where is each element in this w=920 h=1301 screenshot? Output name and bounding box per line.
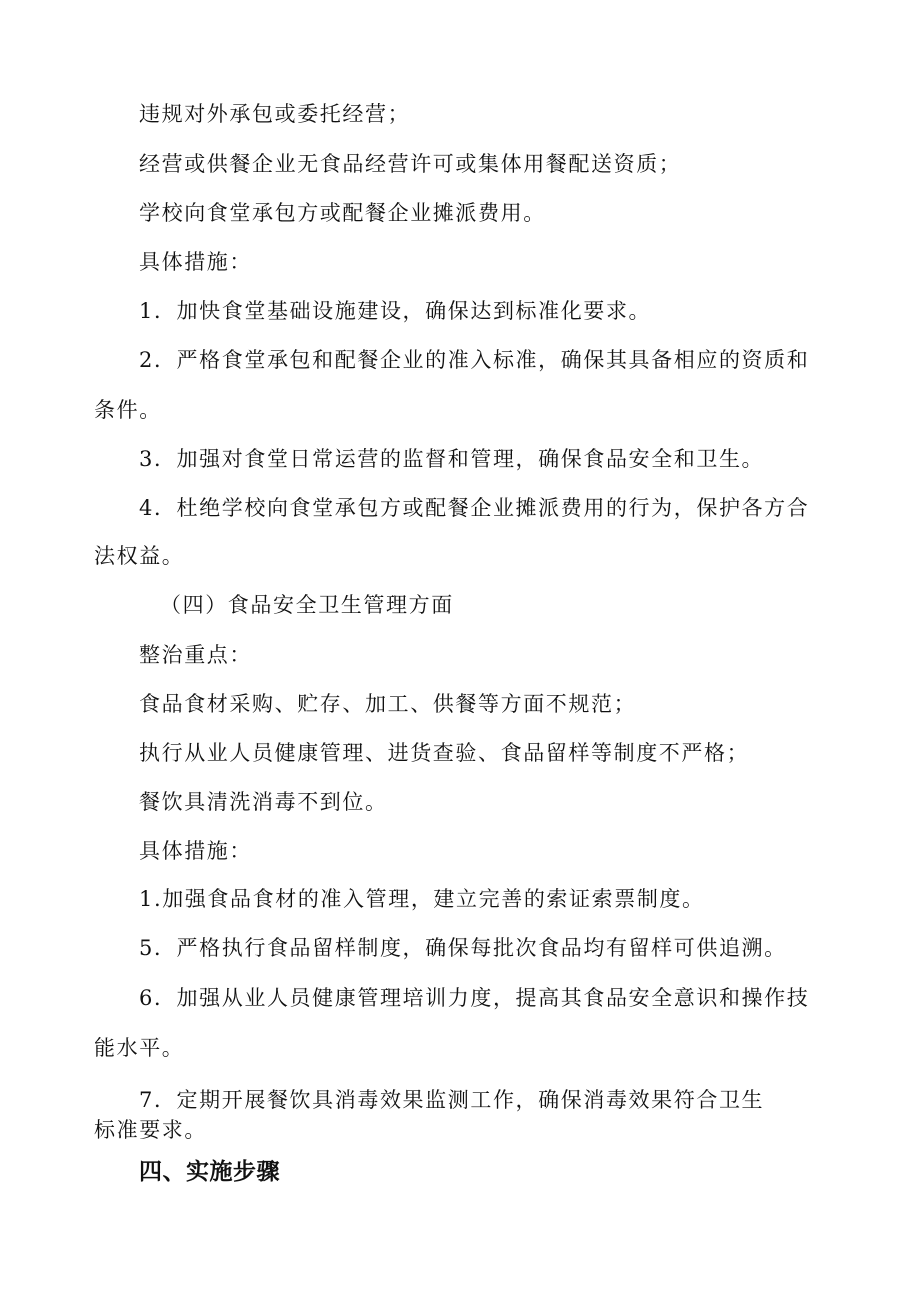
text-line: 具体措施： xyxy=(139,250,252,274)
text-line: 能水平。 xyxy=(94,1036,185,1060)
section-heading: 四、实施步骤 xyxy=(139,1159,280,1185)
list-item: 1.加强食品食材的准入管理，建立完善的索证索票制度。 xyxy=(139,887,705,911)
text-line: 经营或供餐企业无食品经营许可或集体用餐配送资质； xyxy=(139,152,682,176)
subsection-heading: （四）食品安全卫生管理方面 xyxy=(160,593,454,617)
text-line: 餐饮具清洗消毒不到位。 xyxy=(139,790,388,814)
list-item: 6．加强从业人员健康管理培训力度，提高其食品安全意识和操作技 xyxy=(139,986,810,1010)
text-line: 整治重点： xyxy=(139,643,252,667)
text-line: 违规对外承包或委托经营； xyxy=(139,102,411,126)
list-item: 5．严格执行食品留样制度，确保每批次食品均有留样可供追溯。 xyxy=(139,936,787,960)
list-item: 3．加强对食堂日常运营的监督和管理，确保食品安全和卫生。 xyxy=(139,447,765,471)
text-line: 条件。 xyxy=(94,398,162,422)
text-line: 食品食材采购、贮存、加工、供餐等方面不规范； xyxy=(139,692,637,716)
text-line: 标准要求。 xyxy=(94,1118,207,1142)
text-line: 学校向食堂承包方或配餐企业摊派费用。 xyxy=(139,201,546,225)
text-line: 执行从业人员健康管理、进货查验、食品留样等制度不严格； xyxy=(139,741,750,765)
text-line: 法权益。 xyxy=(94,544,185,568)
list-item: 7．定期开展餐饮具消毒效果监测工作，确保消毒效果符合卫生 xyxy=(139,1088,765,1112)
text-line: 具体措施： xyxy=(139,839,252,863)
list-item: 4．杜绝学校向食堂承包方或配餐企业摊派费用的行为，保护各方合 xyxy=(139,496,810,520)
list-item: 1．加快食堂基础设施建设，确保达到标准化要求。 xyxy=(139,299,652,323)
list-item: 2．严格食堂承包和配餐企业的准入标准，确保其具备相应的资质和 xyxy=(139,348,810,372)
